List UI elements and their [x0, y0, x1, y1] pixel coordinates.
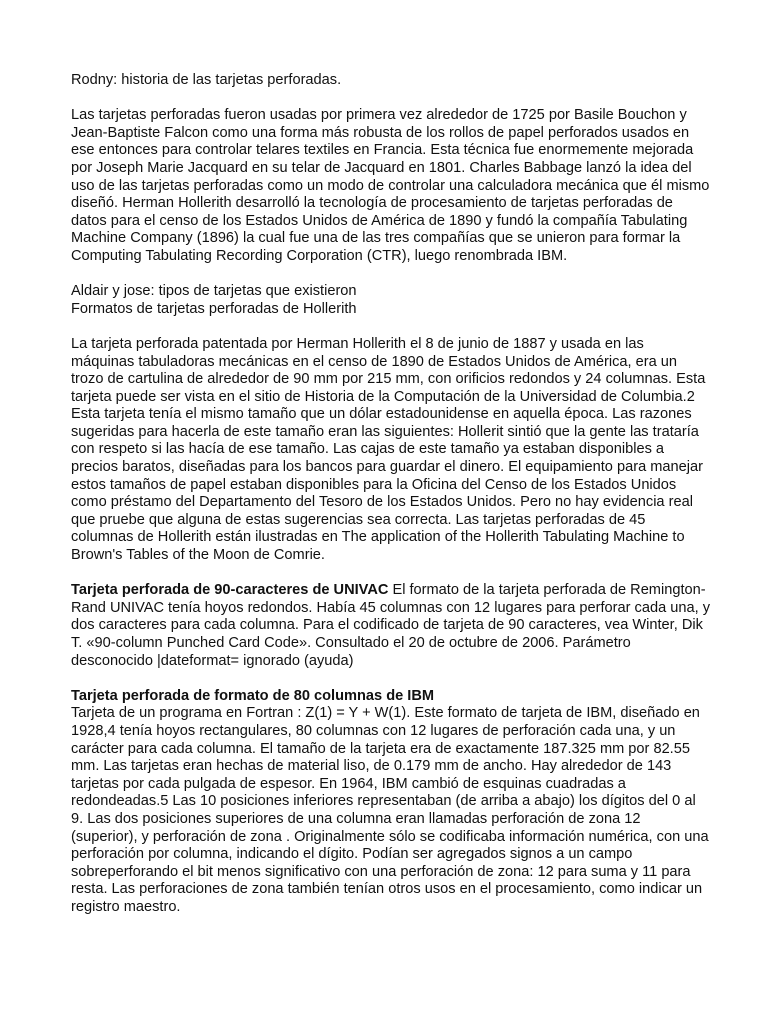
paragraph-univac	[71, 582, 711, 670]
section-rodny-title	[71, 72, 711, 90]
document-page	[71, 72, 711, 917]
hollerith-formats-subtitle: Formatos de tarjetas perforadas de Hollerith	[71, 300, 357, 317]
paragraph-history-text: Las tarjetas perforadas fueron usadas por primera vez alrededor de 1725 por Basile Bouchon y Jean-Baptiste Falcon como una forma más robusta de los rollos de papel perforados usados en ese entonces para controlar telares textiles en Francia. Esta técnica fue enormemente mejorada por Joseph Marie Jacquard en su telar de Jacquard en 1801. Charles Babbage lanzó la idea del uso de las tarjetas perforadas como un modo de controlar una calculadora mecánica que él mismo diseñó. Herman Hollerith desarrolló la tecnología de procesamiento de tarjetas perforadas de datos para el censo de los Estados Unidos de América de 1890 y fundó la compañía Tabulating Machine Company (1896) la cual fue una de las tres compañías que se unieron para formar la Computing Tabulating Recording Corporation (CTR), luego renombrada IBM.	[71, 107, 710, 264]
section-rodny-title-text: Rodny: historia de las tarjetas perforadas.	[71, 72, 342, 88]
ibm-heading: Tarjeta perforada de formato de 80 columnas de IBM	[71, 687, 435, 704]
paragraph-hollerith	[71, 336, 711, 565]
paragraph-ibm	[71, 688, 711, 917]
paragraph-history	[71, 107, 711, 265]
univac-body-text: El formato de la tarjeta perforada de Remington-Rand UNIVAC tenía hoyos redondos. Había 45 columnas con 12 lugares para perforar cada una, y dos caracteres para cada columna. Para el codificado de tarjeta de 90 caracteres, vea Winter, Dik T. «90-column Punched Card Code». Consultado el 20 de octubre de 2006. Parámetro desconocido |dateformat= ignorado (ayuda)	[71, 582, 710, 669]
univac-heading: Tarjeta perforada de 90-caracteres de UNIVAC	[71, 582, 389, 599]
paragraph-hollerith-text: La tarjeta perforada patentada por Herman Hollerith el 8 de junio de 1887 y usada en las máquinas tabuladoras mecánicas en el censo de 1890 de Estados Unidos de América, era un trozo de cartulina de alrededor de 90 mm por 215 mm, con orificios redondos y 24 columnas. Esta tarjeta puede ser vista en el sitio de Historia de la Computación de la Universidad de Columbia.2 Esta tarjeta tenía el mismo tamaño que un dólar estadounidense en aquella época. Las razones sugeridas para hacerla de este tamaño eran las siguientes: Hollerit sintió que la gente las trataría con respeto si las hacía de ese tamaño. Las cajas de este tamaño ya estaban disponibles a precios baratos, diseñadas para los bancos para guardar el dinero. El equipamiento para manejar estos tamaños de papel estaban disponibles para la Oficina del Censo de los Estados Unidos como préstamo del Departamento del Tesoro de los Estados Unidos. Pero no hay evidencia real que pruebe que alguna de estas sugerencias sea correcta. Las tarjetas perforadas de 45 columnas de Hollerith están ilustradas en The application of the Hollerith Tabulating Machine to Brown's Tables of the Moon de Comrie.	[71, 335, 706, 564]
section-types-title-text: Aldair y jose: tipos de tarjetas que existieron	[71, 283, 357, 300]
ibm-body-text: Tarjeta de un programa en Fortran : Z(1) = Y + W(1). Este formato de tarjeta de IBM, diseñado en 1928,4 tenía hoyos rectangulares, 80 columnas con 12 lugares de perforación cada una, y un carácter para cada columna. El tamaño de la tarjeta era de exactamente 187.325 mm por 82.55 mm. Las tarjetas eran hechas de material liso, de 0.179 mm de ancho. Hay alrededor de 143 tarjetas por cada pulgada de espesor. En 1964, IBM cambió de esquinas cuadradas a redondeadas.5 Las 10 posiciones inferiores representaban (de arriba a abajo) los dígitos del 0 al 9. Las dos posiciones superiores de una columna eran llamadas perforación de zona 12 (superior), y perforación de zona . Originalmente sólo se codificaba información numérica, con una perforación por columna, indicando el dígito. Podían ser agregados signos a un campo sobreperforando el bit menos significativo con una perforación de zona: 12 para suma y 11 para resta. Las perforaciones de zona también tenían otros usos en el procesamiento, como indicar un registro maestro.	[71, 705, 709, 915]
section-types-title	[71, 283, 711, 318]
